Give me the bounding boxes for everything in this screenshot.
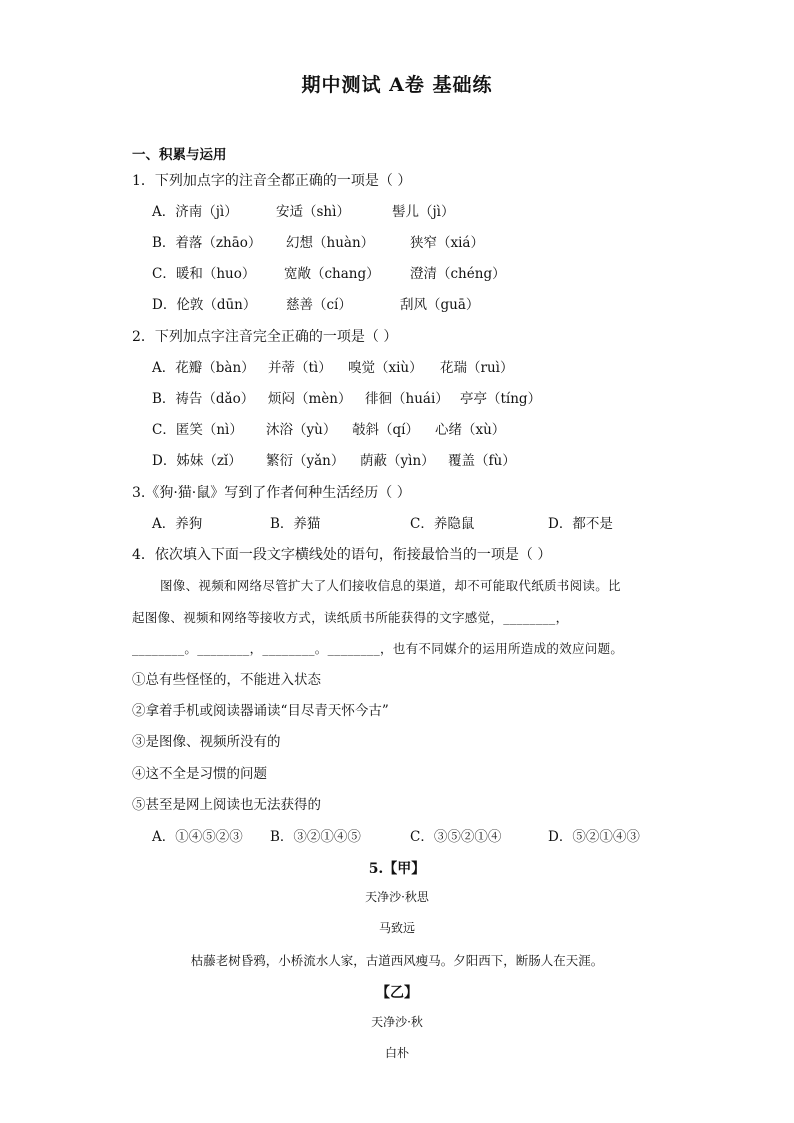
section-heading: 一、积累与运用 bbox=[132, 147, 227, 163]
q2-option-d2: 繁衍（yǎn） bbox=[266, 453, 345, 469]
q2-option-c1: C．匿笑（nì） bbox=[152, 422, 243, 438]
q1-option-c2: 宽敞（chang） bbox=[284, 266, 380, 282]
q4-option-d: D．⑤②①④③ bbox=[548, 829, 640, 845]
q2-option-b4: 亭亭（tíng） bbox=[460, 391, 542, 407]
q1-option-b3: 狭窄（xiá） bbox=[410, 235, 484, 251]
q1-option-b1: B．着落（zhāo） bbox=[152, 235, 262, 251]
q1-option-b2: 幻想（huàn） bbox=[286, 235, 375, 251]
q4-passage-line-3: ________。________，________。________，也有不同媒介的运用所造成的效应问题。 bbox=[132, 641, 624, 656]
poem1-title: 天净沙·秋思 bbox=[365, 890, 429, 904]
q2-option-a3: 嗅觉（xiù） bbox=[348, 360, 423, 376]
q4-item-5: ⑤甚至是网上阅读也无法获得的 bbox=[132, 797, 321, 813]
q3-option-c: C．养隐鼠 bbox=[410, 516, 475, 532]
q1-option-a2: 安适（shì） bbox=[276, 204, 350, 220]
poem1-text: 枯藤老树昏鸦，小桥流水人家，古道西风瘦马。夕阳西下，断肠人在天涯。 bbox=[190, 953, 604, 968]
q1-option-a3: 髻儿（jì） bbox=[392, 204, 455, 220]
q4-item-4: ④这不全是习惯的问题 bbox=[132, 766, 267, 782]
q5-label-jia: 5.【甲】 bbox=[368, 861, 426, 877]
q1-option-d1: D．伦敦（dūn） bbox=[152, 297, 257, 313]
q2-option-d4: 覆盖（fù） bbox=[448, 453, 516, 469]
q1-option-c3: 澄清（chéng） bbox=[410, 266, 506, 282]
question-3-stem: 3.《狗·猫·鼠》写到了作者何种生活经历（ ） bbox=[132, 485, 411, 501]
question-2-stem: 2．下列加点字注音完全正确的一项是（ ） bbox=[132, 329, 398, 345]
q3-option-a: A．养狗 bbox=[152, 516, 203, 532]
question-4-stem: 4．依次填入下面一段文字横线处的语句，衔接最恰当的一项是（ ） bbox=[132, 547, 552, 563]
q2-option-c4: 心绪（xù） bbox=[435, 422, 506, 438]
q2-option-b3: 徘徊（huái） bbox=[365, 391, 449, 407]
page-title: 期中测试 A卷 基础练 bbox=[301, 74, 493, 96]
poem2-author: 白朴 bbox=[384, 1046, 409, 1060]
q1-option-a1: A．济南（jì） bbox=[152, 204, 238, 220]
q1-option-d3: 刮风（guā） bbox=[400, 297, 480, 313]
q4-item-3: ③是图像、视频所没有的 bbox=[132, 734, 281, 750]
q1-option-c1: C．暖和（huo） bbox=[152, 266, 256, 282]
q4-option-c: C．③⑤②①④ bbox=[410, 829, 502, 845]
q4-item-2: ②拿着手机或阅读器诵读“目尽青天怀今古” bbox=[132, 703, 389, 719]
q2-option-d3: 荫蔽（yìn） bbox=[360, 453, 435, 469]
q2-option-c2: 沐浴（yù） bbox=[266, 422, 337, 438]
q2-option-b2: 烦闷（mèn） bbox=[268, 391, 352, 407]
q2-option-c3: 攲斜（qí） bbox=[352, 422, 419, 438]
q3-option-d: D．都不是 bbox=[548, 516, 613, 532]
q2-option-a1: A．花瓣（bàn） bbox=[152, 360, 255, 376]
poem2-title: 天净沙·秋 bbox=[371, 1015, 423, 1029]
q4-item-1: ①总有些怪怪的，不能进入状态 bbox=[132, 672, 321, 688]
poem1-author: 马致远 bbox=[378, 921, 415, 935]
q2-option-a2: 并蒂（tì） bbox=[268, 360, 332, 376]
q4-passage-line-1: 图像、视频和网络尽管扩大了人们接收信息的渠道，却不可能取代纸质书阅读。比 bbox=[160, 578, 621, 593]
q3-option-b: B．养猫 bbox=[270, 516, 321, 532]
q5-label-yi: 【乙】 bbox=[376, 985, 418, 1001]
q2-option-a4: 花瑞（ruì） bbox=[440, 360, 514, 376]
q1-option-d2: 慈善（cí） bbox=[286, 297, 352, 313]
q2-option-d1: D．姊妹（zǐ） bbox=[152, 453, 242, 469]
q4-option-a: A．①④⑤②③ bbox=[152, 829, 243, 845]
q2-option-b1: B．祷告（dǎo） bbox=[152, 391, 255, 407]
question-1-stem: 1．下列加点字的注音全都正确的一项是（ ） bbox=[132, 173, 412, 189]
q4-option-b: B．③②①④⑤ bbox=[270, 829, 361, 845]
q4-passage-line-2: 起图像、视频和网络等接收方式，读纸质书所能获得的文字感觉，________， bbox=[132, 610, 569, 625]
